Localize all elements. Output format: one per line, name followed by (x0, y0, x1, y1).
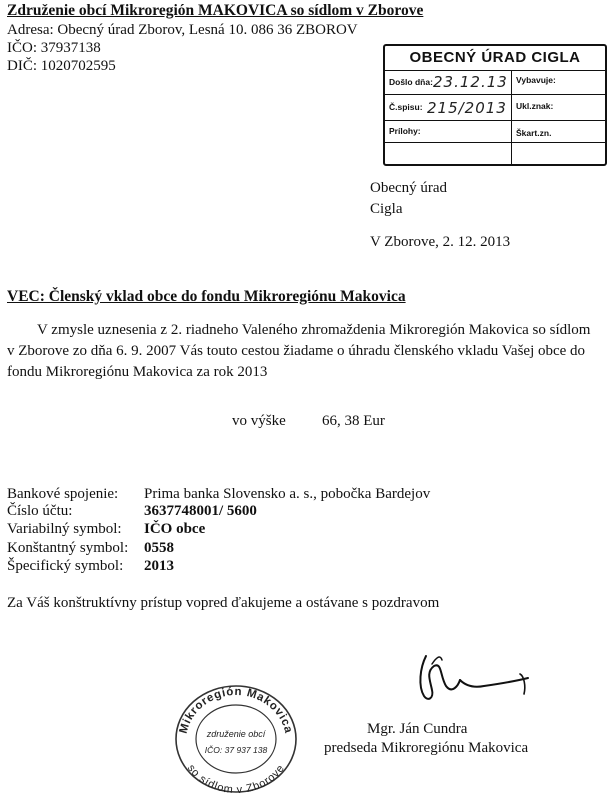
body-line: fondu Mikroregiónu Makovica za rok 2013 (7, 364, 268, 380)
bank-row-label: Variabilný symbol: (7, 521, 122, 537)
svg-text:so sídlom v Zborove (185, 762, 287, 795)
stamp-shred-label: Škart.zn. (516, 128, 552, 138)
signatory-role: predseda Mikroregiónu Makovica (324, 740, 529, 756)
signatory-name: Mgr. Ján Cundra (367, 721, 468, 737)
seal-center-line-1: združenie obcí (206, 729, 266, 739)
stamp-regno-value: 215/2013 (427, 99, 507, 117)
recipient-line-2: Cigla (370, 201, 403, 217)
body-line: v Zborove zo dňa 6. 9. 2007 Vás touto cestou žiadame o úhradu členského vkladu Vašej obce do (7, 343, 586, 359)
seal-ring-top: Mikroregión Makovica (177, 685, 295, 735)
bank-row-value: 0558 (144, 540, 174, 556)
subject-line: VEC: Členský vklad obce do fondu Mikroregiónu Makovica (7, 288, 406, 305)
recipient-line-1: Obecný úrad (370, 180, 448, 196)
stamp-received-value: 23.12.13 (433, 73, 508, 91)
seal-center-line-2: IČO: 37 937 138 (204, 745, 268, 755)
official-seal (172, 683, 300, 795)
bank-row-label: Špecifický symbol: (7, 558, 124, 574)
bank-row-value: Prima banka Slovensko a. s., pobočka Bardejov (144, 486, 431, 502)
bank-row-label: Konštantný symbol: (7, 540, 129, 556)
bank-row-value: 3637748001/ 5600 (144, 503, 257, 519)
bank-row-label: Číslo účtu: (7, 503, 73, 519)
stamp-received-label: Došlo dňa: (389, 77, 433, 87)
svg-text:Mikroregión Makovica (178, 686, 295, 735)
body-paragraph (7, 320, 607, 383)
sender-dic: DIČ: 1020702595 (7, 58, 116, 74)
sender-address: Adresa: Obecný úrad Zborov, Lesná 10. 086 36 ZBOROV (7, 22, 358, 38)
bank-row-value: 2013 (144, 558, 174, 574)
stamp-regno-label: Č.spisu: (389, 102, 423, 112)
amount-label: vo výške (232, 413, 286, 429)
closing-sentence: Za Váš konštruktívny prístup vopred ďakujeme a ostávane s pozdravom (7, 595, 440, 611)
stamp-attachments-label: Prílohy: (389, 126, 421, 136)
stamp-code-label: Ukl.znak: (516, 101, 554, 111)
place-date: V Zborove, 2. 12. 2013 (370, 234, 511, 250)
amount-value: 66, 38 Eur (322, 413, 385, 429)
stamp-handled-label: Vybavuje: (516, 75, 556, 85)
seal-ring-bottom: so sídlom v Zborove (184, 762, 288, 795)
sender-title: Združenie obcí Mikroregión MAKOVICA so sídlom v Zborove (7, 2, 424, 19)
sender-ico: IČO: 37937138 (7, 40, 101, 56)
bank-row-value: IČO obce (144, 521, 206, 537)
stamp-office-name: OBECNÝ ÚRAD CIGLA (385, 46, 605, 71)
body-line: V zmysle uznesenia z 2. riadneho Valeného zhromaždenia Mikroregión Makovica so sídlom (37, 322, 591, 338)
signature-image (412, 646, 532, 712)
registry-stamp (383, 44, 607, 166)
bank-row-label: Bankové spojenie: (7, 486, 119, 502)
